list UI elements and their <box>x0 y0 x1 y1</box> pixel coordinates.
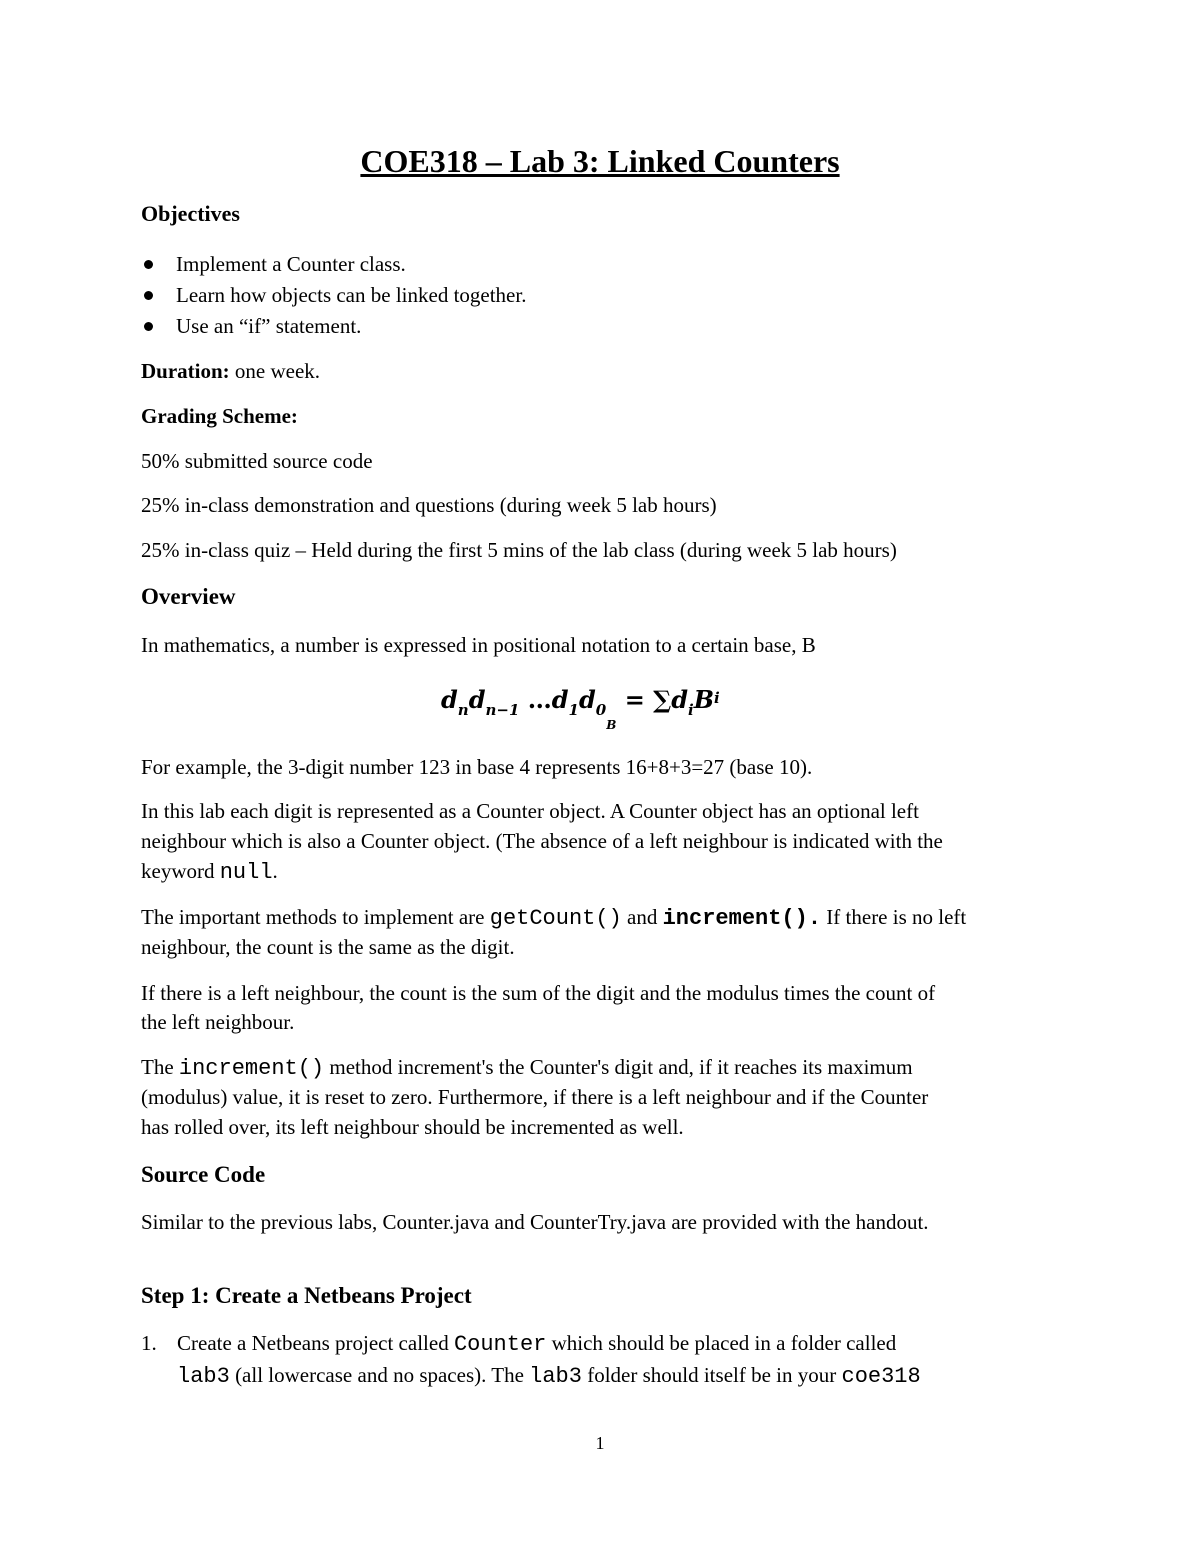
positional-notation-formula: $d_nd_{n-1}$ $\dots d_1d_{0_B} = \sum d_iB^i$ <box>441 685 720 732</box>
grading-line: 50% submitted source code <box>141 449 373 473</box>
overview-paragraph-line: The increment() method increment's the Counter's digit and, if it reaches its maximum <box>141 1055 913 1081</box>
duration-value: one week. <box>229 359 321 383</box>
code-coe318: coe318 <box>841 1364 921 1389</box>
source-code-text: Similar to the previous labs, Counter.java and CounterTry.java are provided with the handout. <box>141 1210 929 1234</box>
objectives-list <box>141 249 526 342</box>
code-counter: Counter <box>453 1332 547 1357</box>
overview-example: For example, the 3-digit number 123 in base 4 represents 16+8+3=27 (base 10). <box>141 755 813 779</box>
code-lab3: lab3 <box>529 1364 582 1389</box>
overview-heading: Overview <box>141 584 236 609</box>
objectives-heading: Objectives <box>141 201 240 226</box>
overview-paragraph-line: keyword null. <box>141 859 278 885</box>
overview-paragraph-line: If there is a left neighbour, the count is the sum of the digit and the modulus times the count of <box>141 981 936 1005</box>
step1-heading: Step 1: Create a Netbeans Project <box>141 1283 472 1308</box>
step1-number: 1. <box>141 1331 157 1355</box>
bullet-icon <box>144 322 153 331</box>
grading-heading: Grading Scheme: <box>141 404 298 428</box>
page-number: 1 <box>595 1433 605 1453</box>
duration-line <box>141 356 320 386</box>
step1-body: Create a Netbeans project called Counter which should be placed in a folder called lab3 (all lowercase and no spaces). The lab3 folder should itself be in your coe318 <box>177 1331 921 1389</box>
code-lab3: lab3 <box>177 1364 230 1389</box>
page-title: COE318 – Lab 3: Linked Counters <box>360 143 840 179</box>
overview-paragraph-line: neighbour which is also a Counter object. (The absence of a left neighbour is indicated with the <box>141 829 943 853</box>
list-item: Learn how objects can be linked together. <box>141 280 526 311</box>
overview-paragraph-line: In this lab each digit is represented as a Counter object. A Counter object has an optional left <box>141 799 919 823</box>
code-null: null <box>219 860 273 885</box>
overview-paragraph-line: the left neighbour. <box>141 1010 295 1034</box>
bullet-icon <box>144 291 153 300</box>
list-item: Use an “if” statement. <box>141 311 526 342</box>
grading-line: 25% in-class quiz – Held during the first 5 mins of the lab class (during week 5 lab hours) <box>141 538 897 562</box>
grading-line: 25% in-class demonstration and questions (during week 5 lab hours) <box>141 493 717 517</box>
overview-paragraph-line: The important methods to implement are getCount() and increment(). If there is no left <box>141 905 967 931</box>
overview-paragraph-line: neighbour, the count is the same as the digit. <box>141 935 515 959</box>
code-increment: increment(). <box>662 906 822 931</box>
source-code-heading: Source Code <box>141 1162 266 1187</box>
overview-intro: In mathematics, a number is expressed in positional notation to a certain base, B <box>141 633 816 657</box>
bullet-icon <box>144 260 153 269</box>
overview-paragraph-line: (modulus) value, it is reset to zero. Furthermore, if there is a left neighbour and if the Counter <box>141 1085 929 1109</box>
overview-paragraph-line: has rolled over, its left neighbour should be incremented as well. <box>141 1115 684 1139</box>
code-increment: increment() <box>178 1056 325 1081</box>
code-getcount: getCount() <box>489 906 622 931</box>
duration-label: Duration: <box>141 359 230 383</box>
list-item: Implement a Counter class. <box>141 249 526 280</box>
